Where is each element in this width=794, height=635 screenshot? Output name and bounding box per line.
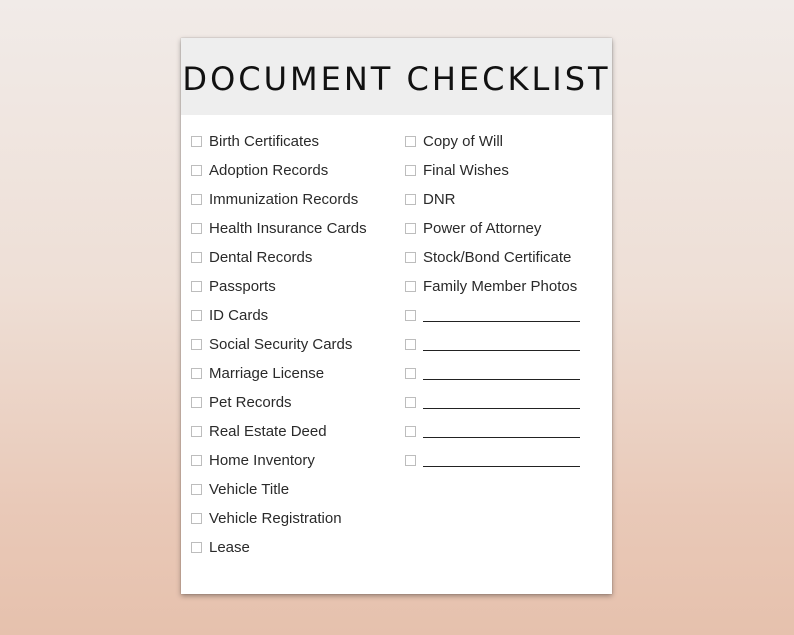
checklist-item-label: Passports	[209, 277, 276, 295]
blank-write-in-line[interactable]	[423, 466, 580, 467]
checklist-item-label: Power of Attorney	[423, 219, 542, 237]
checklist-item	[405, 272, 580, 301]
checklist-item	[191, 533, 367, 562]
checklist-sheet	[181, 38, 612, 594]
checklist-item	[191, 446, 367, 475]
checklist-item-label: Copy of Will	[423, 132, 504, 150]
checklist-item	[405, 214, 580, 243]
checklist-item-label: Family Member Photos	[423, 277, 578, 295]
checklist-item	[405, 127, 580, 156]
blank-write-in-line[interactable]	[423, 437, 580, 438]
checkbox[interactable]	[405, 165, 416, 176]
title-banner	[181, 38, 612, 115]
checklist-item-label: Real Estate Deed	[209, 422, 327, 440]
checklist-item-label: Vehicle Registration	[209, 509, 342, 527]
checklist-item	[191, 359, 367, 388]
checkbox[interactable]	[405, 281, 416, 292]
checkbox[interactable]	[405, 136, 416, 147]
checklist-item	[191, 127, 367, 156]
checkbox[interactable]	[405, 339, 416, 350]
checkbox[interactable]	[191, 397, 202, 408]
checkbox[interactable]	[191, 455, 202, 466]
checklist-item-label: Adoption Records	[209, 161, 329, 179]
blank-write-in-line[interactable]	[423, 408, 580, 409]
checkbox[interactable]	[191, 252, 202, 263]
left-column	[191, 127, 367, 562]
checkbox[interactable]	[191, 136, 202, 147]
blank-checklist-item	[405, 388, 580, 417]
checklist-item-label: DNR	[423, 190, 456, 208]
blank-write-in-line[interactable]	[423, 350, 580, 351]
checklist-item-label: Home Inventory	[209, 451, 315, 469]
checklist-item	[191, 243, 367, 272]
checklist-item	[191, 417, 367, 446]
checklist-item-label: Lease	[209, 538, 250, 556]
checkbox[interactable]	[191, 426, 202, 437]
checklist-item-label: Vehicle Title	[209, 480, 290, 498]
blank-checklist-item	[405, 417, 580, 446]
checklist-item	[191, 388, 367, 417]
checklist-item-label: ID Cards	[209, 306, 269, 324]
checklist-item-label: Pet Records	[209, 393, 292, 411]
checklist-item-label: Health Insurance Cards	[209, 219, 367, 237]
checkbox[interactable]	[191, 194, 202, 205]
checkbox[interactable]	[191, 513, 202, 524]
checkbox[interactable]	[191, 310, 202, 321]
checkbox[interactable]	[405, 310, 416, 321]
checkbox[interactable]	[191, 368, 202, 379]
checklist-item	[405, 243, 580, 272]
checklist-item	[405, 156, 580, 185]
right-column	[405, 127, 580, 475]
checklist-item-label: Birth Certificates	[209, 132, 320, 150]
checklist-item-label: Immunization Records	[209, 190, 359, 208]
checkbox[interactable]	[191, 542, 202, 553]
blank-write-in-line[interactable]	[423, 379, 580, 380]
checklist-item-label: Dental Records	[209, 248, 313, 266]
checkbox[interactable]	[405, 252, 416, 263]
blank-checklist-item	[405, 446, 580, 475]
checkbox[interactable]	[405, 397, 416, 408]
checkbox[interactable]	[191, 223, 202, 234]
checklist-item	[191, 330, 367, 359]
blank-checklist-item	[405, 359, 580, 388]
checkbox[interactable]	[191, 281, 202, 292]
blank-checklist-item	[405, 301, 580, 330]
blank-checklist-item	[405, 330, 580, 359]
checkbox[interactable]	[191, 165, 202, 176]
checklist-item-label: Social Security Cards	[209, 335, 353, 353]
page-title: DOCUMENT CHECKLIST	[182, 59, 611, 98]
checklist-item	[191, 185, 367, 214]
checkbox[interactable]	[405, 426, 416, 437]
checklist-item-label: Final Wishes	[423, 161, 509, 179]
checklist-item	[191, 475, 367, 504]
checkbox[interactable]	[405, 223, 416, 234]
checkbox[interactable]	[191, 339, 202, 350]
checklist-item	[191, 301, 367, 330]
checklist-item-label: Stock/Bond Certificate	[423, 248, 572, 266]
checkbox[interactable]	[405, 455, 416, 466]
checklist-item	[191, 272, 367, 301]
checkbox[interactable]	[405, 368, 416, 379]
checklist-item	[191, 504, 367, 533]
checklist-item	[191, 214, 367, 243]
checkbox[interactable]	[191, 484, 202, 495]
checklist-item-label: Marriage License	[209, 364, 325, 382]
blank-write-in-line[interactable]	[423, 321, 580, 322]
checkbox[interactable]	[405, 194, 416, 205]
checklist-item	[405, 185, 580, 214]
checklist-item	[191, 156, 367, 185]
